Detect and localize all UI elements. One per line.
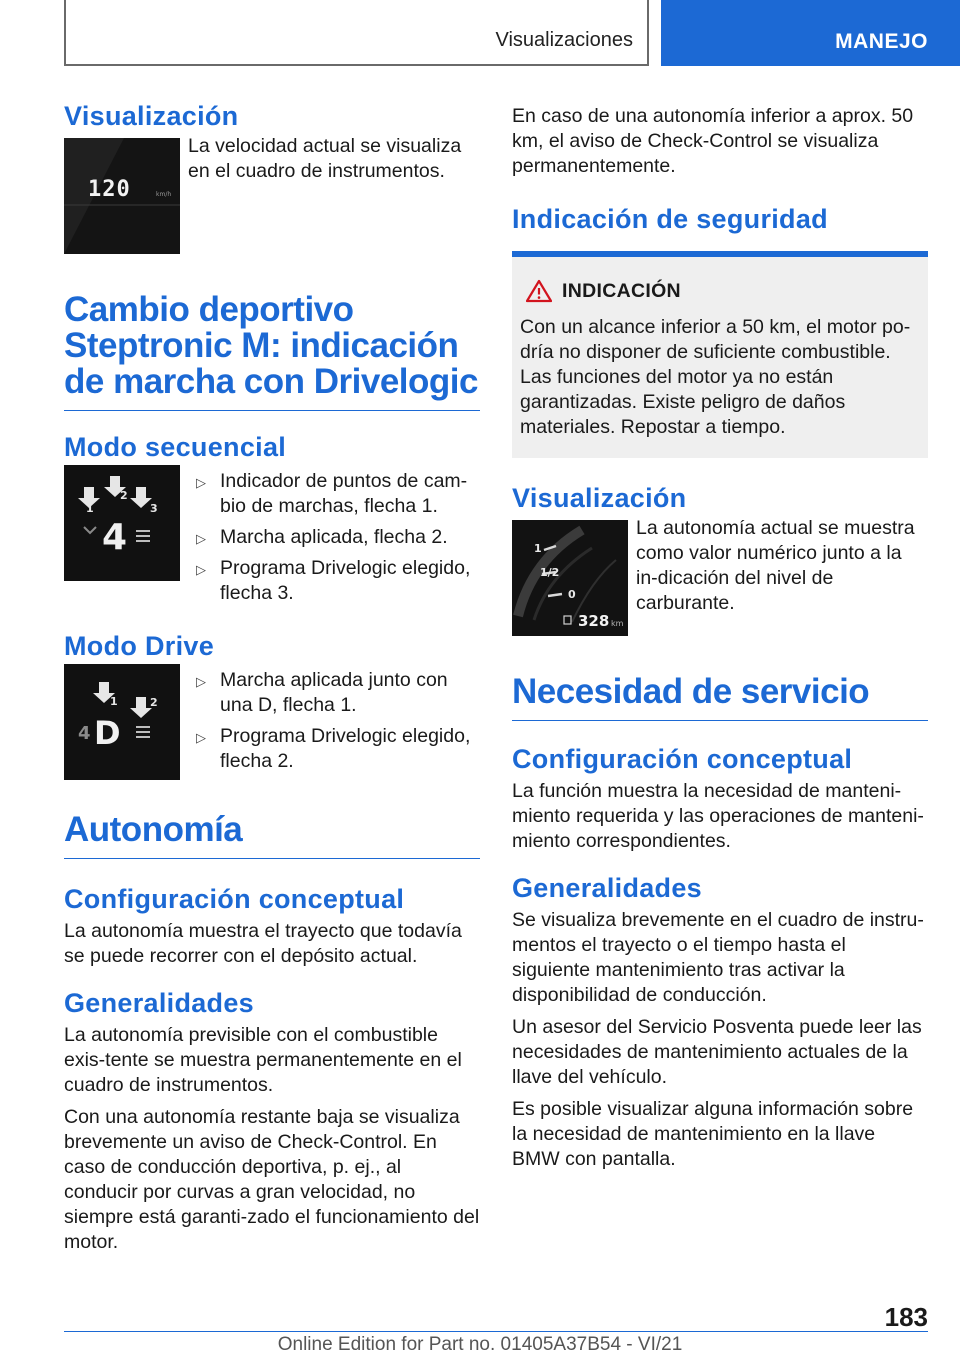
drive-d-letter: D: [94, 714, 121, 752]
seq-arrow-3-number: 3: [150, 502, 158, 515]
drive-item-text: Marcha aplicada junto con una D, flecha 1.: [220, 669, 448, 716]
fuel-tick-half: 1/2: [540, 566, 560, 579]
heading-generalidades-autonomia: Generalidades: [64, 988, 254, 1018]
speed-text: La velocidad actual se visualiza en el cuadro de instrumentos.: [188, 135, 462, 182]
sequential-list: [188, 469, 480, 612]
seq-item-text: Programa Drivelogic elegido, flecha 3.: [220, 557, 471, 604]
header-chapter-tab: [661, 0, 960, 66]
speed-figure-row: [64, 135, 480, 254]
seq-item-text: Indicador de puntos de cam-bio de marchas, flecha 1.: [220, 470, 468, 517]
generalidades-autonomia-p1: La autonomía previsible con el combustible exis-tente se muestra permanentemente en el cuadro de instrumentos.: [64, 1024, 462, 1096]
fuel-gauge-figure: [512, 520, 628, 636]
heading-visualizacion-range: Visualización: [512, 483, 687, 513]
triangle-bullet-icon: ▷: [196, 531, 206, 546]
drive-item-text: Programa Drivelogic elegido, flecha 2.: [220, 725, 471, 772]
list-item: [188, 469, 480, 519]
speed-value: 120: [88, 177, 131, 202]
safety-notice-text: Con un alcance inferior a 50 km, el motor po-dría no disponer de suficiente combustible. Las funciones del motor ya no están garantizadas. Existe peligro de daños materiales. Repostar a tiempo.: [520, 316, 911, 438]
footer-edition-text: Online Edition for Part no. 01405A37B54 - VI/21: [277, 1334, 683, 1355]
fuel-tick-empty: 0: [568, 588, 576, 601]
heading-modo-secuencial: Modo secuencial: [64, 432, 287, 462]
right-column: [512, 100, 928, 1172]
header-section-box: [64, 0, 649, 66]
heading-autonomia: Autonomía: [64, 812, 480, 859]
sequential-mode-figure: [64, 465, 180, 581]
triangle-bullet-icon: ▷: [196, 730, 206, 745]
fuel-tick-full: 1: [534, 542, 542, 555]
drive-arrow-2-number: 2: [150, 696, 158, 709]
page-number: 183: [884, 1302, 928, 1332]
range-text: La autonomía actual se muestra como valor numérico junto a la in-dicación del nivel de carburante.: [636, 517, 915, 614]
autonomia-warning-text: En caso de una autonomía inferior a aprox. 50 km, el aviso de Check-Control se visualiza permanentemente.: [512, 105, 914, 177]
list-item: [188, 525, 480, 550]
range-figure-row: [512, 517, 928, 636]
heading-config-autonomia: Configuración conceptual: [64, 884, 405, 914]
generalidades-servicio-p2: Un asesor del Servicio Posventa puede leer las necesidades de mantenimiento actuales de la llave del vehículo.: [512, 1016, 922, 1088]
drive-figure-row: [64, 664, 480, 780]
heading-modo-drive: Modo Drive: [64, 631, 215, 661]
drive-list: [188, 668, 480, 780]
heading-indicacion-seguridad: Indicación de seguridad: [512, 204, 828, 234]
heading-visualizacion-speed: Visualización: [64, 101, 239, 131]
list-item: [188, 724, 480, 774]
seq-gear-number: 4: [102, 517, 128, 558]
header-section-title: Visualizaciones: [495, 29, 633, 51]
config-autonomia-text: La autonomía muestra el trayecto que todavía se puede recorrer con el depósito actual.: [64, 920, 462, 967]
drive-arrow-1-number: 1: [110, 695, 118, 708]
heading-generalidades-servicio: Generalidades: [512, 873, 702, 903]
list-item: [188, 556, 480, 606]
fuel-range-unit: km: [611, 619, 624, 628]
list-item: [188, 668, 480, 718]
seq-arrow-2-number: 2: [120, 489, 128, 502]
triangle-bullet-icon: ▷: [196, 674, 206, 689]
triangle-bullet-icon: ▷: [196, 475, 206, 490]
left-column: [64, 100, 480, 1255]
generalidades-servicio-p1: Se visualiza brevemente en el cuadro de instru-mentos el trayecto o el tiempo hasta el siguiente mantenimiento tras activar la disponibilidad de conducción.: [512, 909, 924, 1006]
speedometer-display-figure: [64, 138, 180, 254]
fuel-range-value: 328: [578, 612, 610, 630]
config-servicio-text: La función muestra la necesidad de manteni-miento requerida y las operaciones de manteni-miento correspondientes.: [512, 780, 924, 852]
speed-unit: km/h: [156, 191, 172, 198]
safety-notice-header: [526, 279, 920, 303]
warning-triangle-icon: [526, 279, 552, 303]
header-chapter-title: MANEJO: [835, 30, 928, 53]
seq-item-text: Marcha aplicada, flecha 2.: [220, 526, 448, 548]
drive-mode-figure: [64, 664, 180, 780]
triangle-bullet-icon: ▷: [196, 562, 206, 577]
generalidades-servicio-p3: Es posible visualizar alguna información sobre la necesidad de mantenimiento en la llave BMW con pantalla.: [512, 1098, 914, 1170]
drive-gear-number: 4: [78, 723, 91, 744]
heading-necesidad-servicio: Necesidad de servicio: [512, 674, 928, 721]
safety-notice-title: INDICACIÓN: [562, 279, 681, 302]
generalidades-autonomia-p2: Con una autonomía restante baja se visualiza brevemente un aviso de Check-Control. En caso de conducción deportiva, p. ej., al conducir por curvas a gran velocidad, no siempre está garanti-zado el funcionamiento del motor.: [64, 1106, 480, 1253]
heading-config-servicio: Configuración conceptual: [512, 744, 853, 774]
seq-arrow-1-number: 1: [86, 502, 94, 515]
sequential-figure-row: [64, 465, 480, 612]
safety-notice-box: [512, 251, 928, 458]
footer-divider: [64, 1331, 928, 1332]
heading-steptronic: Cambio deportivo Steptronic M: indicación de marcha con Drivelogic: [64, 292, 480, 411]
